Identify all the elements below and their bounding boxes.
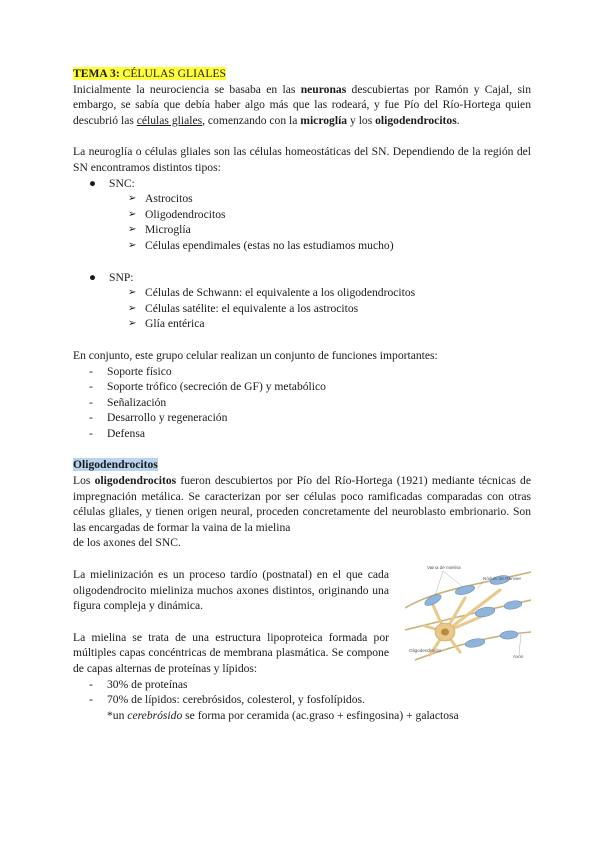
intro-text-1: Inicialmente la neurociencia se basaba en las	[73, 82, 301, 96]
label-axon: Axón	[513, 654, 524, 659]
note-text-1: *un	[107, 708, 128, 722]
arrow-bullet-icon: ➢	[128, 287, 137, 299]
snc-label: SNC:	[109, 176, 135, 190]
myelin-paragraph: La mielina se trata de una estructura lipoproteica formada por múltiples capas concéntricas de membrana plasmática. Se compone de capas alternas de proteínas y lípidos:	[73, 630, 389, 675]
list-item	[73, 692, 531, 708]
myelin-list	[73, 677, 531, 708]
functions-list	[73, 364, 531, 442]
dash-bullet-icon: -	[89, 380, 93, 394]
list-item	[73, 191, 531, 207]
arrow-bullet-icon: ➢	[128, 208, 137, 220]
oligodendrocyte-illustration	[405, 560, 531, 666]
snc-item: Oligodendrocitos	[145, 207, 226, 221]
note-italic: cerebrósido	[127, 708, 183, 722]
arrow-bullet-icon: ➢	[128, 318, 137, 330]
dash-bullet-icon: -	[89, 426, 93, 440]
intro-paragraph	[73, 82, 531, 129]
note-text-2: se forma por ceramida (ac.graso + esfingosina) + galactosa	[182, 708, 459, 722]
snc-item: Astrocitos	[145, 192, 193, 206]
bullet-icon: ●	[89, 270, 97, 284]
dash-bullet-icon: -	[89, 693, 93, 707]
oligo-bold: oligodendrocitos	[94, 474, 177, 488]
oligo-text-2: fueron descubiertos por Pío del Río-Hortega (1921) mediante técnicas de impregnación metálica. Se caracterizan por ser células poco ramificadas comparadas con otras células gliales, y tienen origen neural, proceden concretamente del neuroblasto embrionario. Son las encargadas de formar la vaina de la mielina	[73, 474, 531, 534]
label-oligodendrocyte: Oligodendrocito	[409, 648, 442, 653]
intro-text-2: descubiertas por Ramón y Cajal, sin embargo, se sabía que debía haber algo más que las rodeará, y fue Pío del Río-Hortega quien descubrió las	[73, 82, 531, 127]
topic-heading	[73, 66, 531, 82]
intro-bold-oligo: oligodendrocitos	[375, 113, 457, 127]
dash-bullet-icon: -	[89, 395, 93, 409]
arrow-bullet-icon: ➢	[128, 224, 137, 236]
dash-bullet-icon: -	[89, 411, 93, 425]
function-item: Desarrollo y regeneración	[107, 411, 228, 425]
topic-title: CÉLULAS GLIALES	[119, 67, 226, 80]
intro-text-4: y los	[347, 113, 376, 127]
oligo-paragraph-1-end: de los axones del SNC.	[73, 536, 181, 550]
intro-text-3: , comenzando con la	[202, 113, 301, 127]
oligo-paragraph-1	[73, 473, 531, 535]
list-item	[73, 426, 531, 442]
neuroglia-paragraph: La neuroglía o células gliales son las células homeostáticas del SN. Dependiendo de la región del SN encontramos distintos tipos:	[73, 145, 531, 174]
snp-label: SNP:	[109, 270, 134, 284]
list-item	[73, 364, 531, 380]
myelin-item: 70% de lípidos: cerebrósidos, colesterol, y fosfolípidos.	[107, 693, 365, 707]
snp-item: Células satélite: el equivalente a los astrocitos	[145, 301, 359, 315]
function-item: Soporte físico	[107, 364, 172, 378]
snp-item: Glía entérica	[145, 317, 205, 331]
function-item: Soporte trófico (secreción de GF) y metabólico	[107, 380, 326, 394]
snc-list	[73, 176, 531, 254]
list-item	[73, 677, 531, 693]
list-item	[73, 316, 531, 332]
myelin-item: 30% de proteínas	[107, 677, 188, 691]
cell-nucleus	[441, 629, 449, 636]
list-item	[73, 410, 531, 426]
snp-list	[73, 270, 531, 332]
oligo-text-1: Los	[73, 474, 95, 488]
label-myelin: Vaina de mielina	[427, 565, 461, 570]
list-item	[73, 395, 531, 411]
functions-intro: En conjunto, este grupo celular realizan un conjunto de funciones importantes:	[73, 348, 438, 362]
list-item	[73, 379, 531, 395]
intro-bold-microglia: microglía	[300, 113, 348, 127]
dash-bullet-icon: -	[89, 677, 93, 691]
list-item	[73, 207, 531, 223]
list-item	[73, 285, 531, 301]
dash-bullet-icon: -	[89, 364, 93, 378]
oligo-heading-text: Oligodendrocitos	[73, 458, 158, 472]
intro-bold-neuronas: neuronas	[300, 82, 347, 96]
oligo-heading	[73, 457, 531, 473]
oligodendrocyte-figure	[405, 560, 531, 666]
function-item: Defensa	[107, 426, 145, 440]
arrow-bullet-icon: ➢	[128, 239, 137, 251]
label-ranvier: Nódulo de Ranvier	[483, 576, 522, 581]
list-item	[73, 301, 531, 317]
bullet-icon: ●	[89, 176, 97, 190]
arrow-bullet-icon: ➢	[128, 193, 137, 205]
intro-text-5: .	[456, 113, 460, 127]
snp-item: Células de Schwann: el equivalente a los oligodendrocitos	[145, 286, 416, 300]
topic-label: TEMA 3:	[73, 67, 120, 80]
snc-item: Microglía	[145, 223, 191, 237]
function-item: Señalización	[107, 395, 167, 409]
list-item	[73, 222, 531, 238]
list-item	[73, 238, 531, 254]
arrow-bullet-icon: ➢	[128, 302, 137, 314]
snc-item: Células ependimales (estas no las estudiamos mucho)	[145, 238, 394, 252]
list-item	[73, 270, 531, 286]
cerebroside-note	[73, 708, 531, 724]
list-item	[73, 176, 531, 192]
intro-underline-celulas: células gliales	[136, 113, 203, 127]
myelination-paragraph: La mielinización es un proceso tardío (postnatal) en el que cada oligodendrocito mieliniza muchos axones distintos, originando una figura compleja y dinámica.	[73, 568, 389, 613]
